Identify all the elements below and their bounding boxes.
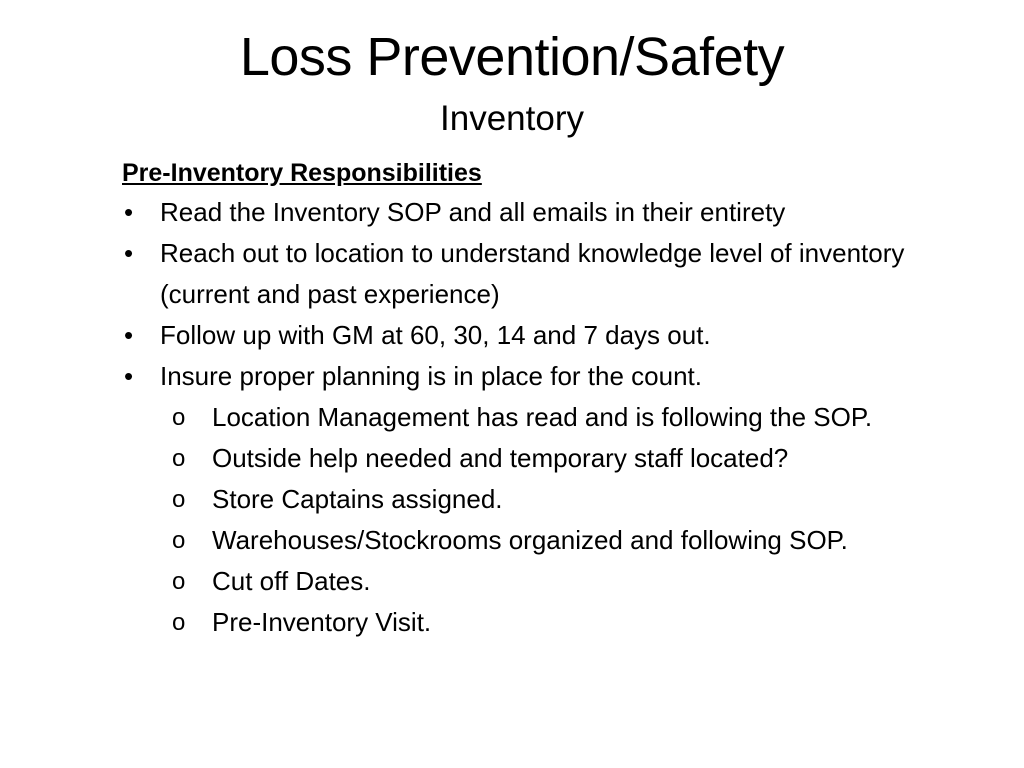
sub-bullet-text: Outside help needed and temporary staff located? xyxy=(212,443,789,473)
circle-bullet-icon: o xyxy=(172,404,186,431)
circle-bullet-icon: o xyxy=(172,486,186,513)
bullet-item xyxy=(122,315,922,356)
sub-bullet-item xyxy=(122,479,922,520)
sub-bullet-text: Pre-Inventory Visit. xyxy=(212,607,432,637)
sub-bullet-text: Cut off Dates. xyxy=(212,566,371,596)
bullet-icon: • xyxy=(124,197,134,227)
section-heading: Pre-Inventory Responsibilities xyxy=(122,159,482,187)
bullet-icon: • xyxy=(124,320,134,350)
bullet-text: Follow up with GM at 60, 30, 14 and 7 days out. xyxy=(160,320,711,350)
slide-title: Loss Prevention/Safety xyxy=(239,27,785,87)
sub-bullet-item xyxy=(122,520,922,561)
bullet-item xyxy=(122,356,922,397)
circle-bullet-icon: o xyxy=(172,609,186,636)
bullet-text: Reach out to location to understand knowledge level of inventory (current and past experience) xyxy=(160,238,905,309)
bullet-icon: • xyxy=(124,361,134,391)
circle-bullet-icon: o xyxy=(172,568,186,595)
circle-bullet-icon: o xyxy=(172,527,186,554)
sub-bullet-text: Warehouses/Stockrooms organized and following SOP. xyxy=(212,525,848,555)
bullet-item xyxy=(122,192,922,233)
bullet-text: Read the Inventory SOP and all emails in their entirety xyxy=(160,197,786,227)
sub-bullet-text: Store Captains assigned. xyxy=(212,484,503,514)
bullet-list xyxy=(122,192,922,397)
sub-bullet-list xyxy=(122,397,922,643)
bullet-item xyxy=(122,233,922,315)
sub-bullet-item xyxy=(122,397,922,438)
sub-bullet-item xyxy=(122,602,922,643)
slide-subtitle: Inventory xyxy=(440,99,584,138)
bullet-text: Insure proper planning is in place for the count. xyxy=(160,361,703,391)
bullet-icon: • xyxy=(124,238,134,268)
circle-bullet-icon: o xyxy=(172,445,186,472)
sub-bullet-item xyxy=(122,561,922,602)
sub-bullet-item xyxy=(122,438,922,479)
sub-bullet-text: Location Management has read and is following the SOP. xyxy=(212,402,873,432)
slide-content xyxy=(122,154,922,643)
